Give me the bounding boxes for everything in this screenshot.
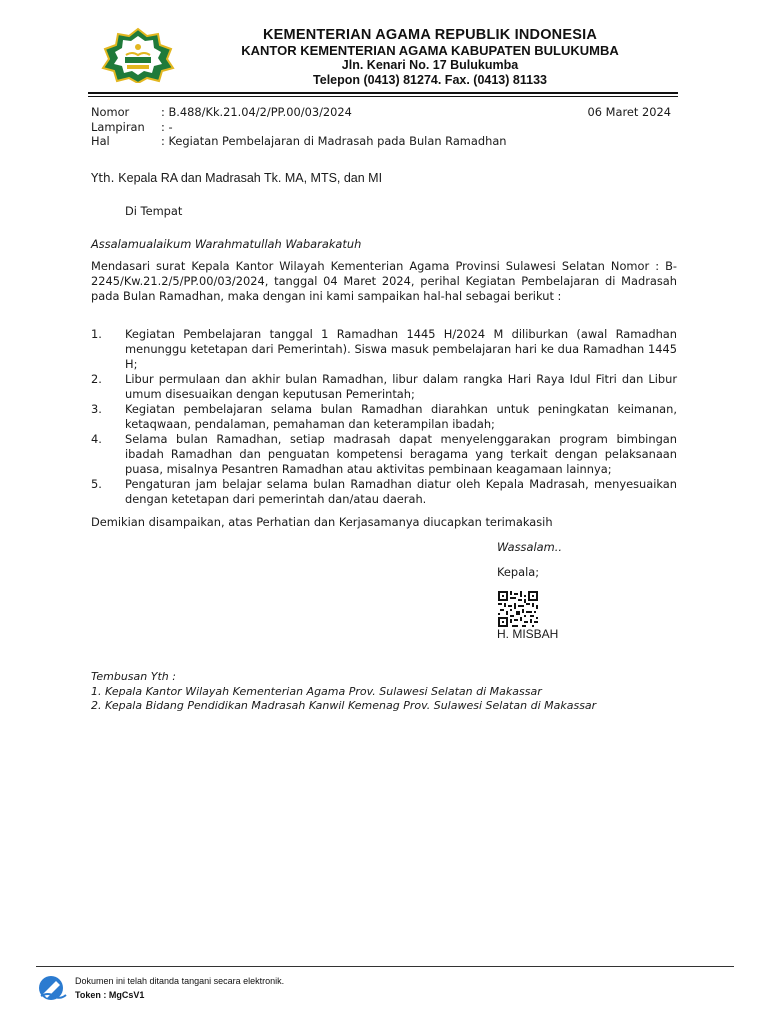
list-item-number: 5. [91,477,102,491]
e-signature-icon [38,975,68,1001]
ministry-name: KEMENTERIAN AGAMA REPUBLIK INDONESIA [263,27,597,43]
list-item [91,327,677,372]
meta-hal [91,134,671,149]
signer-name: H. MISBAH [497,627,559,641]
list-item-text: Kegiatan pembelajaran selama bulan Ramadhan diarahkan untuk peningkatan keimanan, ketaqwaan, pendalaman, pemahaman dan keterampilan ibadah; [125,402,677,431]
letterhead [190,28,670,88]
hal-label: Hal [91,134,110,148]
office-address: Jln. Kenari No. 17 Bulukumba [341,58,519,72]
wassalam: Wassalam.. [497,540,562,554]
nomor-label: Nomor [91,105,130,119]
meta-nomor [91,105,671,120]
kemenag-logo [97,27,179,83]
list-item-text: Libur permulaan dan akhir bulan Ramadhan, libur dalam rangka Hari Raya Idul Fitri dan Libur umum disesuaikan dengan keputusan Pemerintah; [125,372,677,401]
footer-token: Token : MgCsV1 [75,990,145,1000]
list-item [91,477,677,507]
meta-lampiran [91,120,671,135]
hal-value: : Kegiatan Pembelajaran di Madrasah pada Bulan Ramadhan [161,134,507,148]
footer-note: Dokumen ini telah ditanda tangani secara elektronik. [75,976,285,986]
footer-rule [36,966,734,967]
list-item-number: 1. [91,327,102,341]
office-phone: Telepon (0413) 81274. Fax. (0413) 81133 [313,73,547,87]
list-item [91,402,677,432]
closing-line: Demikian disampaikan, atas Perhatian dan Kerjasamanya diucapkan terimakasih [91,515,553,529]
lampiran-label: Lampiran [91,119,145,134]
letter-date: 06 Maret 2024 [587,105,671,119]
list-item-text: Pengaturan jam belajar selama bulan Ramadhan diatur oleh Kepala Madrasah, menyesuaikan dengan ketetapan dari pemerintah dan/atau daerah. [125,477,677,506]
letter-meta [91,105,671,149]
recipient-name: Kepala RA dan Madrasah Tk. MA, MTS, dan MI [118,171,383,185]
list-item [91,432,677,477]
tembusan-line: 2. Kepala Bidang Pendidikan Madrasah Kanwil Kemenag Prov. Sulawesi Selatan di Makassar [91,699,597,712]
recipient [91,171,382,186]
footer [75,974,284,1002]
office-name: KANTOR KEMENTERIAN AGAMA KABUPATEN BULUKUMBA [241,43,619,58]
list-item-number: 2. [91,372,102,386]
list-item-number: 4. [91,432,102,446]
list-item [91,372,677,402]
nomor-value: : B.488/Kk.21.04/2/PP.00/03/2024 [161,105,352,119]
intro-paragraph: Mendasari surat Kepala Kantor Wilayah Kementerian Agama Provinsi Sulawesi Selatan Nomor : B-2245/Kw.21.2/5/PP.00/03/2024, tanggal 04 Maret 2024, perihal Kegiatan Pembelajaran di Madrasah pada Bulan Ramadhan, maka dengan ini kami sampaikan hal-hal sebagai berikut : [91,259,677,303]
recipient-prefix: Yth. [91,171,115,185]
signer-title: Kepala; [497,565,540,579]
greeting: Assalamualaikum Warahmatullah Wabarakatuh [91,237,362,251]
list-item-number: 3. [91,402,102,416]
tembusan-title: Tembusan Yth : [91,670,176,683]
lampiran-value: : - [161,119,173,134]
tembusan [91,670,596,714]
header-rule-thin [88,96,678,97]
tembusan-line: 1. Kepala Kantor Wilayah Kementerian Agama Prov. Sulawesi Selatan di Makassar [91,684,542,698]
list-item-text: Selama bulan Ramadhan, setiap madrasah dapat menyelenggarakan program bimbingan ibadah Ramadhan dan penguatan kompetensi beragama yang terkait dengan pelaksanaan puasa, misalnya Pesantren Ramadhan atau aktivitas pembinaan keagamaan lainnya; [125,432,677,476]
list-item-text: Kegiatan Pembelajaran tanggal 1 Ramadhan 1445 H/2024 M diliburkan (awal Ramadhan menunggu ketetapan dari Pemerintah). Siswa masuk pembelajaran hari ke dua Ramadhan 1445 H; [125,327,677,371]
recipient-place: Di Tempat [125,204,183,218]
header-rule-thick [88,92,678,94]
points-list [91,327,677,507]
qr-code-icon [498,591,538,627]
